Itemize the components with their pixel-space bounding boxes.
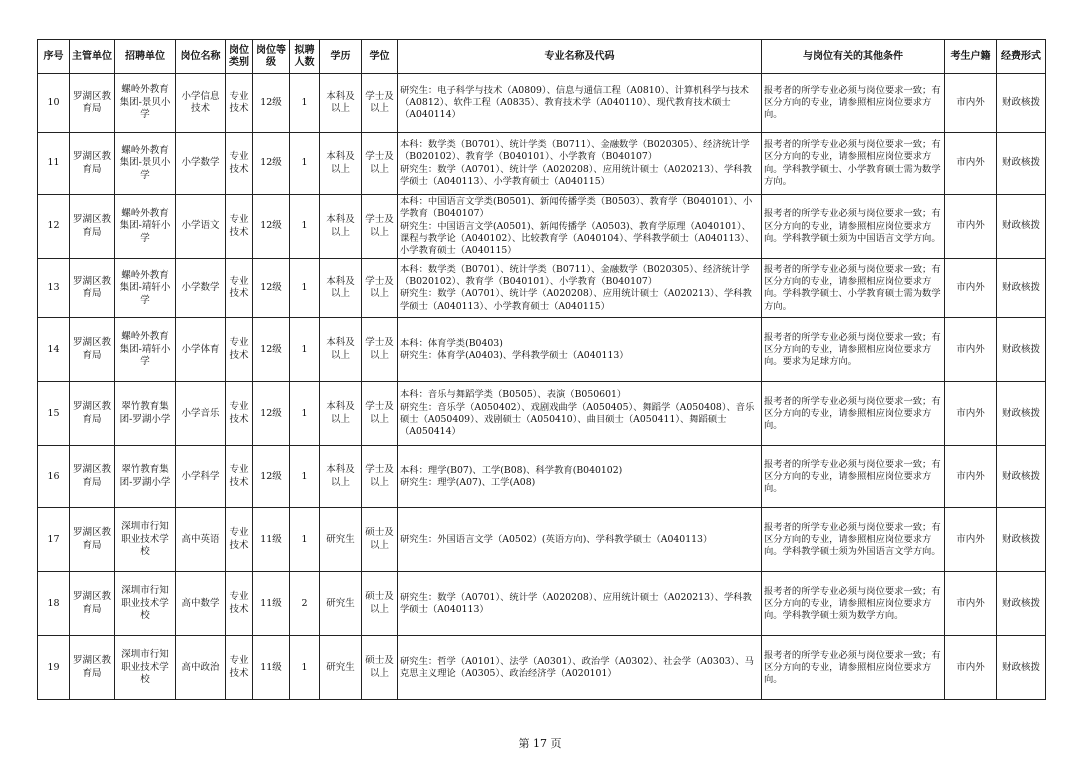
cell-degree: 学士及以上 [362, 446, 398, 508]
cell-residence: 市内外 [945, 572, 997, 636]
cell-majors: 研究生：电子科学与技术（A0809）、信息与通信工程（A0810）、计算机科学与技术（A0812）、软件工程（A0835）、教育技术学（A040110）、现代教育技术硕士（A040114） [398, 74, 762, 133]
cell-no: 10 [38, 74, 70, 133]
cell-majors: 本科：数学类（B0701）、统计学类（B0711）、金融数学（B020305）、经济统计学（B020102）、教育学（B040101）、小学教育（B040107） 研究生：数学（A0701）、统计学（A020208）、应用统计硕士（A020213）、学科教学硕士（A040113）、小学教育硕士（A040115） [398, 259, 762, 318]
cell-conditions: 报考者的所学专业必须与岗位要求一致；有区分方向的专业，请参照相应岗位要求方向。 [762, 636, 945, 700]
cell-unit: 螺岭外教育集团-景贝小学 [115, 133, 176, 195]
cell-funding: 财政核拨 [997, 74, 1046, 133]
cell-degree: 学士及以上 [362, 195, 398, 259]
cell-degree: 学士及以上 [362, 382, 398, 446]
cell-education: 研究生 [320, 572, 362, 636]
cell-level: 12级 [253, 382, 290, 446]
cell-degree: 硕士及以上 [362, 636, 398, 700]
header-cell: 考生户籍 [945, 40, 997, 74]
cell-majors: 本科：中国语言文学类(B0501)、新闻传播学类（B0503）、教育学（B040101）、小学教育（B040107） 研究生：中国语言文学(A0501)、新闻传播学（A0503)、教育学原理（A040101）、课程与教学论（A040102）、比较教育学（A040104）、学科教学硕士（A040113）、小学教育硕士（A040115） [398, 195, 762, 259]
cell-no: 19 [38, 636, 70, 700]
recruitment-table [37, 39, 1046, 700]
cell-residence: 市内外 [945, 382, 997, 446]
cell-funding: 财政核拨 [997, 508, 1046, 572]
cell-dept: 罗湖区教育局 [70, 74, 115, 133]
cell-dept: 罗湖区教育局 [70, 446, 115, 508]
cell-post: 小学数学 [176, 259, 226, 318]
cell-level: 12级 [253, 74, 290, 133]
cell-no: 11 [38, 133, 70, 195]
cell-education: 本科及以上 [320, 259, 362, 318]
cell-education: 本科及以上 [320, 195, 362, 259]
cell-degree: 硕士及以上 [362, 572, 398, 636]
cell-level: 12级 [253, 259, 290, 318]
cell-degree: 硕士及以上 [362, 508, 398, 572]
cell-conditions: 报考者的所学专业必须与岗位要求一致；有区分方向的专业，请参照相应岗位要求方向。 [762, 446, 945, 508]
cell-count: 1 [290, 133, 320, 195]
cell-conditions: 报考者的所学专业必须与岗位要求一致；有区分方向的专业，请参照相应岗位要求方向。学科教学硕士须为数学方向。 [762, 572, 945, 636]
header-cell: 专业名称及代码 [398, 40, 762, 74]
header-cell: 学历 [320, 40, 362, 74]
cell-unit: 螺岭外教育集团-靖轩小学 [115, 195, 176, 259]
cell-degree: 学士及以上 [362, 259, 398, 318]
cell-level: 11级 [253, 636, 290, 700]
cell-dept: 罗湖区教育局 [70, 133, 115, 195]
cell-unit: 螺岭外教育集团-靖轩小学 [115, 259, 176, 318]
header-cell: 学位 [362, 40, 398, 74]
cell-funding: 财政核拨 [997, 382, 1046, 446]
cell-unit: 深圳市行知职业技术学校 [115, 508, 176, 572]
cell-education: 本科及以上 [320, 74, 362, 133]
cell-conditions: 报考者的所学专业必须与岗位要求一致；有区分方向的专业，请参照相应岗位要求方向。学科教学硕士须为外国语言文学方向。 [762, 508, 945, 572]
cell-majors: 本科：音乐与舞蹈学类（B0505）、表演（B050601） 研究生：音乐学（A050402）、戏剧戏曲学（A050405）、舞蹈学（A050408）、音乐硕士（A050409）、戏剧硕士（A050410）、曲目硕士（A050411）、舞蹈硕士（A050414） [398, 382, 762, 446]
cell-post: 高中数学 [176, 572, 226, 636]
cell-count: 2 [290, 572, 320, 636]
cell-funding: 财政核拨 [997, 195, 1046, 259]
cell-majors: 本科：理学(B07)、工学(B08)、科学教育(B040102) 研究生：理学(A07)、工学(A08) [398, 446, 762, 508]
cell-count: 1 [290, 318, 320, 382]
cell-dept: 罗湖区教育局 [70, 508, 115, 572]
cell-no: 14 [38, 318, 70, 382]
cell-majors: 研究生：数学（A0701）、统计学（A020208）、应用统计硕士（A020213）、学科教学硕士（A040113） [398, 572, 762, 636]
cell-count: 1 [290, 508, 320, 572]
cell-funding: 财政核拨 [997, 446, 1046, 508]
cell-education: 研究生 [320, 508, 362, 572]
cell-conditions: 报考者的所学专业必须与岗位要求一致；有区分方向的专业，请参照相应岗位要求方向。学科教学硕士、小学教育硕士需为数学方向。 [762, 259, 945, 318]
cell-post: 小学音乐 [176, 382, 226, 446]
cell-residence: 市内外 [945, 259, 997, 318]
cell-education: 本科及以上 [320, 382, 362, 446]
header-cell: 招聘单位 [115, 40, 176, 74]
header-cell: 岗位名称 [176, 40, 226, 74]
cell-unit: 深圳市行知职业技术学校 [115, 636, 176, 700]
header-cell: 岗位等级 [253, 40, 290, 74]
cell-residence: 市内外 [945, 74, 997, 133]
cell-dept: 罗湖区教育局 [70, 318, 115, 382]
cell-majors: 研究生：哲学（A0101）、法学（A0301）、政治学（A0302）、社会学（A0303）、马克思主义理论（A0305）、政治经济学（A020101） [398, 636, 762, 700]
cell-post: 高中政治 [176, 636, 226, 700]
cell-degree: 学士及以上 [362, 318, 398, 382]
cell-no: 18 [38, 572, 70, 636]
cell-degree: 学士及以上 [362, 74, 398, 133]
table-row [38, 318, 1046, 382]
cell-education: 本科及以上 [320, 446, 362, 508]
cell-unit: 翠竹教育集团-罗湖小学 [115, 382, 176, 446]
header-cell: 经费形式 [997, 40, 1046, 74]
cell-majors: 本科：体育学类(B0403) 研究生：体育学(A0403)、学科教学硕士（A040113） [398, 318, 762, 382]
cell-level: 12级 [253, 195, 290, 259]
cell-post: 高中英语 [176, 508, 226, 572]
cell-funding: 财政核拨 [997, 572, 1046, 636]
cell-category: 专业技术 [226, 508, 253, 572]
cell-post: 小学数学 [176, 133, 226, 195]
table-header-row [38, 40, 1046, 74]
table-row [38, 636, 1046, 700]
cell-funding: 财政核拨 [997, 259, 1046, 318]
table-row [38, 382, 1046, 446]
cell-category: 专业技术 [226, 636, 253, 700]
header-cell: 与岗位有关的其他条件 [762, 40, 945, 74]
cell-level: 11级 [253, 508, 290, 572]
cell-conditions: 报考者的所学专业必须与岗位要求一致；有区分方向的专业，请参照相应岗位要求方向。 [762, 74, 945, 133]
cell-no: 12 [38, 195, 70, 259]
table-body [38, 74, 1046, 700]
cell-post: 小学信息技术 [176, 74, 226, 133]
cell-category: 专业技术 [226, 382, 253, 446]
cell-residence: 市内外 [945, 446, 997, 508]
cell-conditions: 报考者的所学专业必须与岗位要求一致；有区分方向的专业，请参照相应岗位要求方向。要求为足球方向。 [762, 318, 945, 382]
cell-count: 1 [290, 259, 320, 318]
cell-unit: 螺岭外教育集团-靖轩小学 [115, 318, 176, 382]
cell-dept: 罗湖区教育局 [70, 382, 115, 446]
table-row [38, 133, 1046, 195]
cell-education: 研究生 [320, 636, 362, 700]
cell-count: 1 [290, 195, 320, 259]
table-row [38, 572, 1046, 636]
header-cell: 主管单位 [70, 40, 115, 74]
cell-count: 1 [290, 74, 320, 133]
cell-dept: 罗湖区教育局 [70, 636, 115, 700]
cell-no: 13 [38, 259, 70, 318]
header-cell: 岗位类别 [226, 40, 253, 74]
cell-category: 专业技术 [226, 572, 253, 636]
cell-post: 小学科学 [176, 446, 226, 508]
header-cell: 拟聘人数 [290, 40, 320, 74]
cell-post: 小学语文 [176, 195, 226, 259]
cell-count: 1 [290, 636, 320, 700]
cell-education: 本科及以上 [320, 133, 362, 195]
cell-category: 专业技术 [226, 74, 253, 133]
cell-residence: 市内外 [945, 318, 997, 382]
cell-funding: 财政核拨 [997, 318, 1046, 382]
cell-degree: 学士及以上 [362, 133, 398, 195]
cell-count: 1 [290, 446, 320, 508]
cell-unit: 螺岭外教育集团-景贝小学 [115, 74, 176, 133]
cell-conditions: 报考者的所学专业必须与岗位要求一致；有区分方向的专业，请参照相应岗位要求方向。 [762, 382, 945, 446]
cell-unit: 深圳市行知职业技术学校 [115, 572, 176, 636]
page-number: 第 17 页 [518, 737, 562, 750]
cell-no: 15 [38, 382, 70, 446]
cell-dept: 罗湖区教育局 [70, 259, 115, 318]
cell-residence: 市内外 [945, 636, 997, 700]
cell-category: 专业技术 [226, 259, 253, 318]
cell-residence: 市内外 [945, 508, 997, 572]
cell-category: 专业技术 [226, 133, 253, 195]
cell-conditions: 报考者的所学专业必须与岗位要求一致；有区分方向的专业，请参照相应岗位要求方向。学科教学硕士须为中国语言文学方向。 [762, 195, 945, 259]
cell-count: 1 [290, 382, 320, 446]
cell-level: 11级 [253, 572, 290, 636]
table-row [38, 508, 1046, 572]
cell-dept: 罗湖区教育局 [70, 572, 115, 636]
table-row [38, 195, 1046, 259]
table-row [38, 74, 1046, 133]
cell-conditions: 报考者的所学专业必须与岗位要求一致；有区分方向的专业，请参照相应岗位要求方向。学科教学硕士、小学教育硕士需为数学方向。 [762, 133, 945, 195]
cell-level: 12级 [253, 133, 290, 195]
cell-majors: 本科：数学类（B0701）、统计学类（B0711）、金融数学（B020305）、经济统计学（B020102）、教育学（B040101）、小学教育（B040107） 研究生：数学（A0701）、统计学（A020208）、应用统计硕士（A020213）、学科教学硕士（A040113）、小学教育硕士（A040115） [398, 133, 762, 195]
cell-no: 16 [38, 446, 70, 508]
cell-funding: 财政核拨 [997, 133, 1046, 195]
cell-dept: 罗湖区教育局 [70, 195, 115, 259]
cell-level: 12级 [253, 446, 290, 508]
cell-category: 专业技术 [226, 318, 253, 382]
cell-funding: 财政核拨 [997, 636, 1046, 700]
cell-residence: 市内外 [945, 133, 997, 195]
cell-majors: 研究生：外国语言文学（A0502）(英语方向)、学科教学硕士（A040113） [398, 508, 762, 572]
table-row [38, 446, 1046, 508]
cell-education: 本科及以上 [320, 318, 362, 382]
table-row [38, 259, 1046, 318]
header-cell: 序号 [38, 40, 70, 74]
cell-level: 12级 [253, 318, 290, 382]
cell-post: 小学体育 [176, 318, 226, 382]
cell-category: 专业技术 [226, 446, 253, 508]
cell-unit: 翠竹教育集团-罗湖小学 [115, 446, 176, 508]
cell-residence: 市内外 [945, 195, 997, 259]
cell-category: 专业技术 [226, 195, 253, 259]
cell-no: 17 [38, 508, 70, 572]
